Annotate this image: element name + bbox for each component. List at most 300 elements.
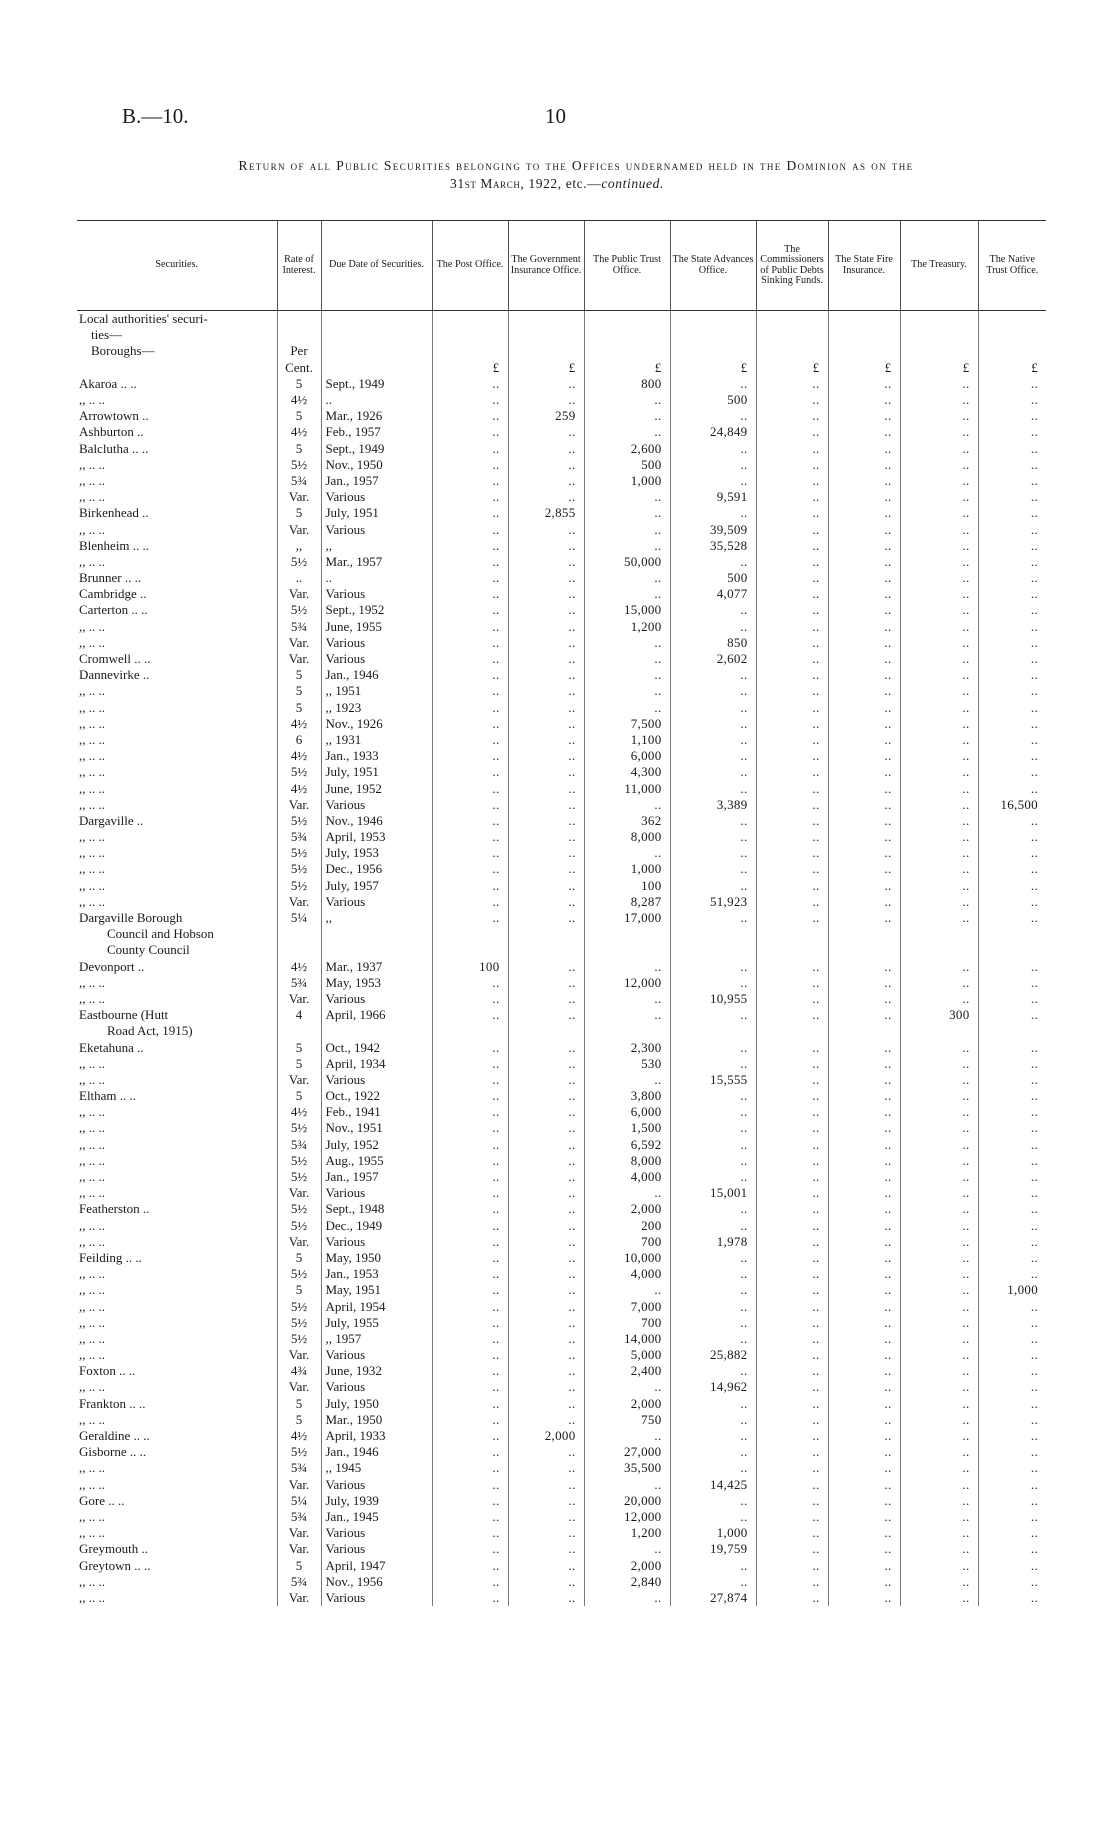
amount-cell [508, 343, 584, 359]
amount-cell: .. [900, 1072, 978, 1088]
security-name: ,, .. .. [79, 456, 105, 472]
amount-cell: .. [508, 878, 584, 894]
table-row [77, 376, 1046, 392]
amount-cell: .. [900, 554, 978, 570]
amount-cell: 50,000 [584, 554, 670, 570]
table-row [77, 1185, 1046, 1201]
amount-cell: .. [978, 1185, 1046, 1201]
amount-cell: .. [584, 635, 670, 651]
amount-cell: .. [828, 602, 900, 618]
amount-cell: .. [978, 732, 1046, 748]
amount-cell: .. [900, 1557, 978, 1573]
amount-cell: .. [670, 813, 756, 829]
amount-cell: .. [432, 1428, 508, 1444]
amount-cell: .. [508, 1396, 584, 1412]
amount-cell: .. [756, 1541, 828, 1557]
rate-of-interest: 5¼ [277, 1493, 321, 1509]
rate-of-interest: Var. [277, 586, 321, 602]
rate-of-interest: Var. [277, 1590, 321, 1606]
rate-of-interest: 5 [277, 1088, 321, 1104]
amount-cell [900, 311, 978, 328]
rate-of-interest: 4½ [277, 1104, 321, 1120]
table-row [77, 748, 1046, 764]
table-row [77, 1331, 1046, 1347]
amount-cell: .. [978, 1072, 1046, 1088]
table-row [77, 521, 1046, 537]
column-header: The Commissioners of Public Debts Sinking Funds. [756, 221, 828, 311]
table-row [77, 619, 1046, 635]
amount-cell: .. [584, 991, 670, 1007]
amount-cell: .. [508, 1493, 584, 1509]
security-name: ,, .. .. [79, 1104, 105, 1120]
amount-cell: .. [828, 651, 900, 667]
security-name: ,, .. .. [79, 1282, 105, 1298]
amount-cell [584, 942, 670, 958]
amount-cell: .. [978, 716, 1046, 732]
amount-cell: .. [670, 1509, 756, 1525]
amount-cell: .. [900, 813, 978, 829]
column-header: Securities. [77, 221, 277, 311]
table-row [77, 1347, 1046, 1363]
amount-cell: .. [978, 1153, 1046, 1169]
table-row [77, 1088, 1046, 1104]
rate-of-interest: .. [277, 570, 321, 586]
amount-cell: .. [508, 1201, 584, 1217]
amount-cell: .. [756, 1120, 828, 1136]
security-name: ,, .. .. [79, 1266, 105, 1282]
amount-cell [432, 327, 508, 343]
amount-cell: .. [670, 1331, 756, 1347]
amount-cell: .. [584, 1007, 670, 1023]
amount-cell: .. [900, 683, 978, 699]
amount-cell: .. [900, 1266, 978, 1282]
amount-cell: .. [978, 1120, 1046, 1136]
amount-cell: .. [756, 1412, 828, 1428]
amount-cell: .. [828, 1039, 900, 1055]
amount-cell: .. [978, 570, 1046, 586]
security-name: ,, .. .. [79, 699, 105, 715]
amount-cell: .. [756, 1137, 828, 1153]
rate-of-interest: Var. [277, 1525, 321, 1541]
amount-cell: .. [978, 489, 1046, 505]
amount-cell: .. [508, 1477, 584, 1493]
table-row [77, 1072, 1046, 1088]
amount-cell: .. [432, 1444, 508, 1460]
amount-cell: .. [584, 797, 670, 813]
amount-cell: .. [900, 1363, 978, 1379]
amount-cell: .. [978, 1557, 1046, 1573]
rate-of-interest: 5½ [277, 764, 321, 780]
amount-cell [670, 311, 756, 328]
table-row [77, 813, 1046, 829]
table-row [77, 1315, 1046, 1331]
title-year: , 1922, etc.— [520, 176, 602, 191]
amount-cell: .. [508, 602, 584, 618]
amount-cell: .. [978, 975, 1046, 991]
security-name: ,, .. .. [79, 1314, 105, 1330]
amount-cell: .. [900, 1412, 978, 1428]
amount-cell: .. [508, 1137, 584, 1153]
table-row [77, 1153, 1046, 1169]
rate-of-interest [277, 942, 321, 958]
amount-cell: .. [900, 1120, 978, 1136]
table-row [77, 1493, 1046, 1509]
amount-cell: .. [432, 716, 508, 732]
amount-cell: 7,500 [584, 716, 670, 732]
table-row [77, 1007, 1046, 1023]
amount-cell: .. [978, 780, 1046, 796]
due-date: Nov., 1946 [321, 813, 432, 829]
amount-cell: 6,592 [584, 1137, 670, 1153]
amount-cell: .. [828, 683, 900, 699]
amount-cell: .. [584, 570, 670, 586]
security-name: ,, .. .. [79, 1217, 105, 1233]
amount-cell: .. [900, 1493, 978, 1509]
amount-cell: .. [432, 845, 508, 861]
security-name: Foxton .. .. [79, 1363, 136, 1379]
security-name: Brunner .. .. [79, 570, 142, 586]
amount-cell: .. [828, 1120, 900, 1136]
amount-cell: .. [756, 1363, 828, 1379]
amount-cell: .. [978, 1363, 1046, 1379]
amount-cell: .. [432, 473, 508, 489]
due-date: Various [321, 651, 432, 667]
amount-cell: .. [978, 457, 1046, 473]
due-date: Mar., 1950 [321, 1412, 432, 1428]
amount-cell: .. [756, 1201, 828, 1217]
due-date: .. [321, 570, 432, 586]
security-name: ,, .. .. [79, 1411, 105, 1427]
amount-cell: .. [432, 457, 508, 473]
table-body [77, 311, 1046, 1607]
amount-cell: .. [900, 845, 978, 861]
amount-cell: .. [756, 602, 828, 618]
due-date: Nov., 1950 [321, 457, 432, 473]
rate-of-interest: 5½ [277, 1169, 321, 1185]
column-header: Due Date of Securities. [321, 221, 432, 311]
rate-of-interest: 4½ [277, 748, 321, 764]
table-row [77, 1379, 1046, 1395]
amount-cell: .. [508, 1072, 584, 1088]
amount-cell: .. [900, 441, 978, 457]
amount-cell: 15,001 [670, 1185, 756, 1201]
amount-cell: 2,600 [584, 441, 670, 457]
amount-cell: 6,000 [584, 748, 670, 764]
amount-cell [432, 311, 508, 328]
amount-cell: .. [900, 619, 978, 635]
amount-cell: .. [828, 1282, 900, 1298]
amount-cell: .. [432, 829, 508, 845]
amount-cell: .. [900, 424, 978, 440]
amount-cell: .. [670, 1201, 756, 1217]
amount-cell [670, 327, 756, 343]
rate-of-interest: 4½ [277, 780, 321, 796]
amount-cell: 4,000 [584, 1169, 670, 1185]
amount-cell: 800 [584, 376, 670, 392]
amount-cell: .. [978, 424, 1046, 440]
amount-cell: .. [508, 1379, 584, 1395]
due-date: Mar., 1926 [321, 408, 432, 424]
table-row [77, 683, 1046, 699]
amount-cell: .. [432, 1185, 508, 1201]
security-name: Blenheim .. .. [79, 537, 150, 553]
rate-of-interest: 5½ [277, 813, 321, 829]
table-row [77, 861, 1046, 877]
amount-cell: 200 [584, 1218, 670, 1234]
amount-cell: .. [828, 505, 900, 521]
amount-cell: .. [508, 1347, 584, 1363]
amount-cell: .. [900, 1347, 978, 1363]
amount-cell: .. [756, 1493, 828, 1509]
rate-of-interest: 5¾ [277, 1460, 321, 1476]
security-name: ,, .. .. [79, 780, 105, 796]
table-row [77, 1234, 1046, 1250]
amount-cell [670, 1023, 756, 1039]
amount-cell: .. [756, 1460, 828, 1476]
amount-cell: .. [508, 489, 584, 505]
amount-cell: .. [978, 1104, 1046, 1120]
amount-cell: 3,389 [670, 797, 756, 813]
amount-cell: 8,000 [584, 829, 670, 845]
due-date: Feb., 1941 [321, 1104, 432, 1120]
amount-cell: .. [978, 619, 1046, 635]
amount-cell: .. [978, 1493, 1046, 1509]
amount-cell: .. [584, 683, 670, 699]
amount-cell: .. [828, 1315, 900, 1331]
amount-cell: £ [508, 360, 584, 376]
amount-cell: 700 [584, 1234, 670, 1250]
amount-cell: .. [756, 1477, 828, 1493]
amount-cell: .. [432, 505, 508, 521]
amount-cell: .. [978, 1169, 1046, 1185]
amount-cell: .. [670, 1039, 756, 1055]
amount-cell: .. [900, 1396, 978, 1412]
table-row [77, 1169, 1046, 1185]
due-date: Jan., 1946 [321, 667, 432, 683]
amount-cell: .. [584, 505, 670, 521]
table-title: Return of all Public Securities belonging to the Offices undernamed held in the Dominion as on the [238, 158, 914, 173]
amount-cell: .. [756, 1266, 828, 1282]
table-row [77, 1250, 1046, 1266]
amount-cell: .. [756, 1104, 828, 1120]
due-date: Nov., 1951 [321, 1120, 432, 1136]
amount-cell: .. [978, 1477, 1046, 1493]
rate-of-interest: Var. [277, 635, 321, 651]
amount-cell: .. [756, 376, 828, 392]
rate-of-interest: 5¾ [277, 829, 321, 845]
security-name: ,, .. .. [79, 1120, 105, 1136]
amount-cell: .. [756, 408, 828, 424]
table-row [77, 1298, 1046, 1314]
security-name [77, 360, 277, 376]
amount-cell: .. [978, 1298, 1046, 1314]
amount-cell: 530 [584, 1056, 670, 1072]
rate-of-interest: 6 [277, 732, 321, 748]
amount-cell: .. [508, 894, 584, 910]
amount-cell: £ [828, 360, 900, 376]
security-name: ,, .. .. [79, 861, 105, 877]
due-date: Various [321, 1185, 432, 1201]
amount-cell: .. [508, 716, 584, 732]
amount-cell: .. [828, 1396, 900, 1412]
due-date: July, 1951 [321, 505, 432, 521]
amount-cell: .. [508, 457, 584, 473]
amount-cell: .. [670, 1153, 756, 1169]
amount-cell: £ [978, 360, 1046, 376]
amount-cell: 100 [432, 959, 508, 975]
amount-cell: .. [508, 732, 584, 748]
amount-cell: .. [978, 1525, 1046, 1541]
amount-cell: .. [670, 910, 756, 926]
amount-cell: .. [756, 716, 828, 732]
amount-cell: .. [670, 376, 756, 392]
security-name: Cromwell .. .. [79, 651, 151, 667]
amount-cell: .. [432, 797, 508, 813]
amount-cell: 17,000 [584, 910, 670, 926]
table-row [77, 1396, 1046, 1412]
amount-cell: .. [756, 1282, 828, 1298]
table-row [77, 700, 1046, 716]
amount-cell: 1,000 [978, 1282, 1046, 1298]
amount-cell: .. [508, 619, 584, 635]
amount-cell: .. [432, 635, 508, 651]
amount-cell [900, 1023, 978, 1039]
due-date: April, 1933 [321, 1428, 432, 1444]
due-date: Various [321, 894, 432, 910]
security-name: Gisborne .. .. [79, 1444, 147, 1460]
amount-cell: .. [670, 441, 756, 457]
due-date: ,, [321, 538, 432, 554]
security-name: ,, .. .. [79, 1347, 105, 1363]
amount-cell: .. [432, 1153, 508, 1169]
rate-of-interest: Var. [277, 1541, 321, 1557]
rate-of-interest: 4 [277, 1007, 321, 1023]
amount-cell: 2,000 [584, 1201, 670, 1217]
amount-cell: .. [670, 700, 756, 716]
amount-cell: .. [900, 538, 978, 554]
due-date: Various [321, 1525, 432, 1541]
security-name: ,, .. .. [79, 796, 105, 812]
amount-cell: .. [978, 1007, 1046, 1023]
rate-of-interest: 5½ [277, 878, 321, 894]
amount-cell: 15,000 [584, 602, 670, 618]
amount-cell: .. [828, 797, 900, 813]
security-name: ,, .. .. [79, 990, 105, 1006]
amount-cell: .. [900, 878, 978, 894]
amount-cell: .. [756, 521, 828, 537]
due-date: Various [321, 521, 432, 537]
due-date: May, 1951 [321, 1282, 432, 1298]
table-row [77, 538, 1046, 554]
amount-cell: .. [828, 392, 900, 408]
table-row [77, 910, 1046, 926]
amount-cell: .. [756, 748, 828, 764]
amount-cell: .. [670, 1444, 756, 1460]
amount-cell: .. [900, 489, 978, 505]
amount-cell: .. [756, 764, 828, 780]
due-date: Jan., 1957 [321, 473, 432, 489]
amount-cell: .. [900, 1104, 978, 1120]
security-name: ,, .. .. [79, 489, 105, 505]
amount-cell: .. [584, 586, 670, 602]
rate-of-interest: Var. [277, 1477, 321, 1493]
amount-cell: .. [670, 1460, 756, 1476]
amount-cell: .. [900, 1185, 978, 1201]
amount-cell: .. [828, 1379, 900, 1395]
amount-cell: .. [584, 1185, 670, 1201]
amount-cell: 8,000 [584, 1153, 670, 1169]
amount-cell: .. [900, 1509, 978, 1525]
amount-cell: .. [508, 1574, 584, 1590]
amount-cell: .. [828, 457, 900, 473]
amount-cell: £ [756, 360, 828, 376]
rate-of-interest: 4½ [277, 716, 321, 732]
security-name: Carterton .. .. [79, 602, 148, 618]
rate-of-interest: Var. [277, 489, 321, 505]
amount-cell: 12,000 [584, 975, 670, 991]
amount-cell: .. [508, 570, 584, 586]
rate-of-interest: 5 [277, 505, 321, 521]
amount-cell: 300 [900, 1007, 978, 1023]
due-date: Various [321, 586, 432, 602]
due-date: Mar., 1937 [321, 959, 432, 975]
due-date: Feb., 1957 [321, 424, 432, 440]
due-date: Various [321, 1072, 432, 1088]
rate-of-interest: Var. [277, 1185, 321, 1201]
rate-of-interest: 5 [277, 1056, 321, 1072]
amount-cell: .. [828, 586, 900, 602]
rate-of-interest [277, 327, 321, 343]
amount-cell: .. [670, 716, 756, 732]
amount-cell: .. [828, 1088, 900, 1104]
amount-cell: .. [670, 1056, 756, 1072]
amount-cell: .. [670, 1169, 756, 1185]
table-row [77, 780, 1046, 796]
amount-cell: 15,555 [670, 1072, 756, 1088]
amount-cell: .. [978, 505, 1046, 521]
amount-cell: .. [900, 505, 978, 521]
amount-cell: .. [508, 1250, 584, 1266]
table-row [77, 1056, 1046, 1072]
due-date: April, 1947 [321, 1557, 432, 1573]
amount-cell: .. [432, 424, 508, 440]
table-row [77, 570, 1046, 586]
amount-cell [900, 942, 978, 958]
amount-cell: .. [508, 635, 584, 651]
amount-cell: 7,000 [584, 1298, 670, 1314]
amount-cell: .. [508, 538, 584, 554]
amount-cell: .. [670, 505, 756, 521]
amount-cell: 1,200 [584, 619, 670, 635]
amount-cell: .. [900, 1282, 978, 1298]
amount-cell: .. [432, 1557, 508, 1573]
amount-cell: .. [978, 1444, 1046, 1460]
rate-of-interest: 5½ [277, 845, 321, 861]
amount-cell: .. [756, 878, 828, 894]
amount-cell: .. [432, 683, 508, 699]
amount-cell: .. [432, 392, 508, 408]
amount-cell: .. [584, 1379, 670, 1395]
amount-cell: .. [670, 780, 756, 796]
amount-cell: .. [978, 1428, 1046, 1444]
amount-cell: .. [828, 441, 900, 457]
amount-cell: .. [508, 376, 584, 392]
amount-cell: .. [978, 1266, 1046, 1282]
amount-cell: .. [670, 1007, 756, 1023]
amount-cell: 1,000 [584, 861, 670, 877]
amount-cell [508, 327, 584, 343]
amount-cell [978, 343, 1046, 359]
